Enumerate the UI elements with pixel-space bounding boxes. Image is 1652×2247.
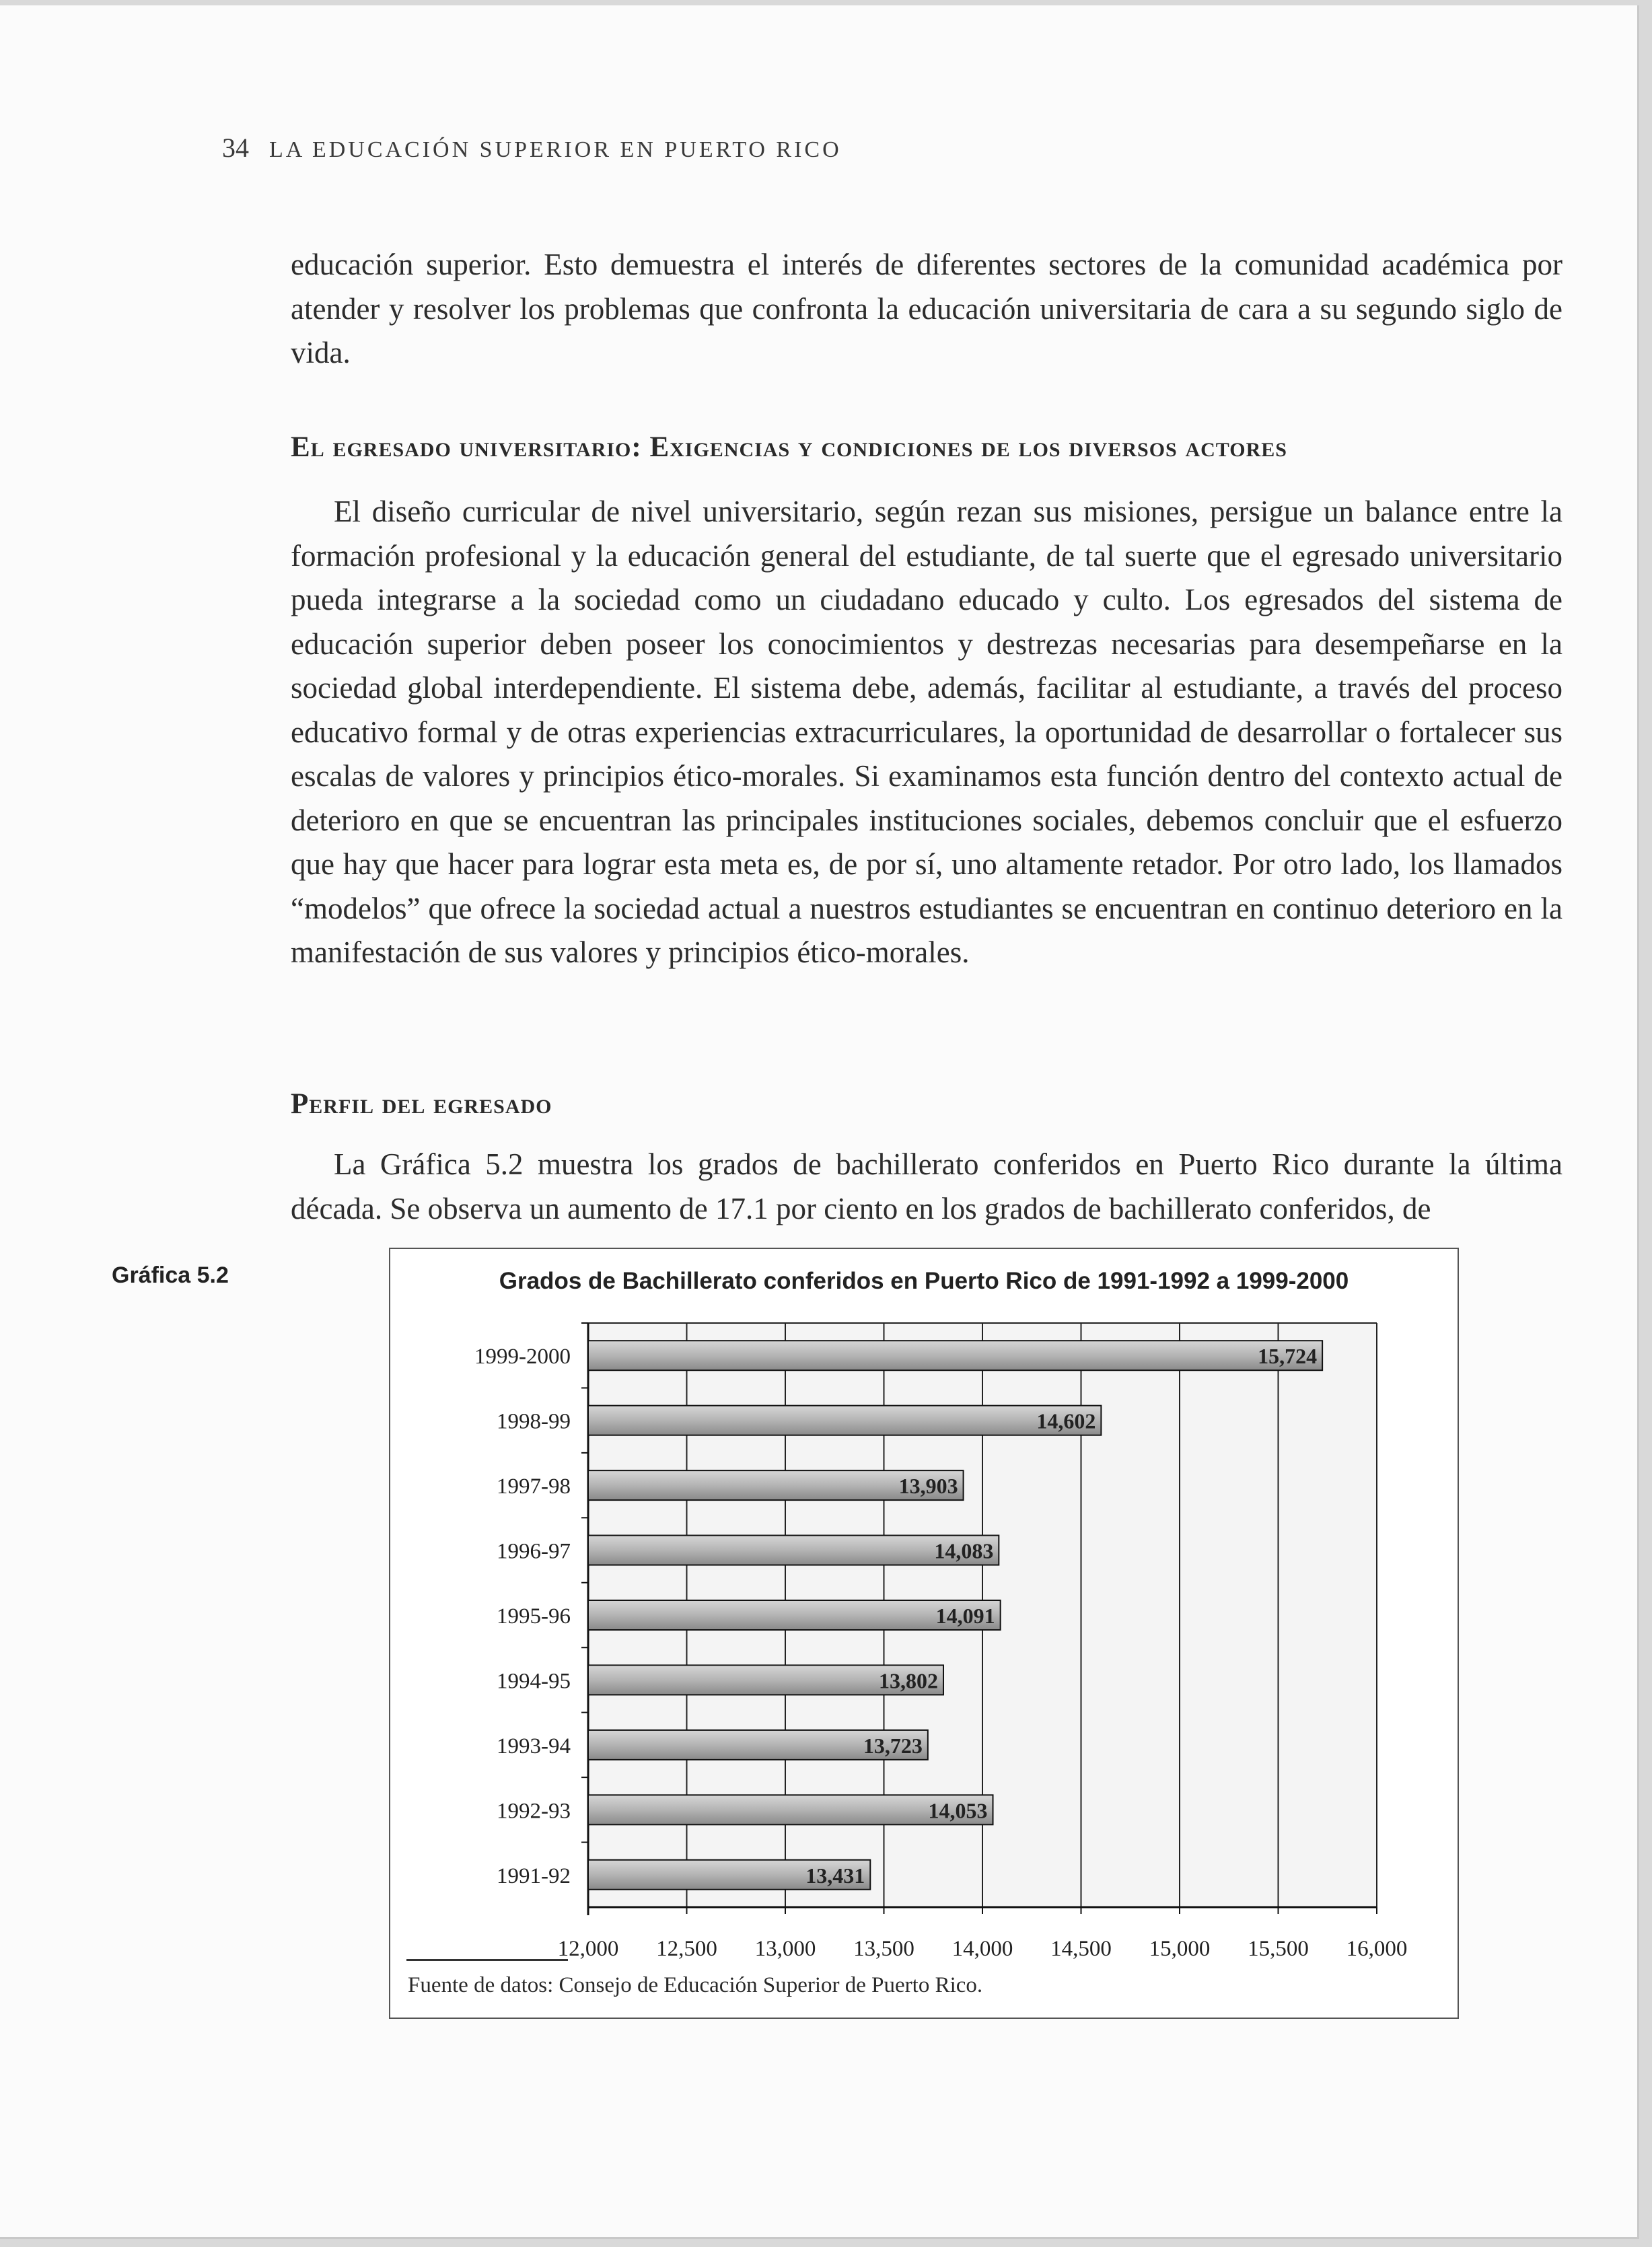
bar-value-label-1: 14,602	[1036, 1408, 1096, 1433]
x-tick-label-0: 12,000	[557, 1937, 619, 1961]
category-label-8: 1991-92	[497, 1863, 571, 1888]
category-label-6: 1993-94	[497, 1734, 571, 1758]
chart-frame	[389, 1248, 1459, 2019]
category-label-0: 1999-2000	[474, 1345, 571, 1369]
chart-title: Grados de Bachillerato conferidos en Puerto Rico de 1991-1992 a 1999-2000	[499, 1268, 1349, 1294]
x-tick-label-4: 14,000	[951, 1937, 1013, 1961]
footnote-rule	[406, 1959, 568, 1961]
paragraph-grafica-intro: La Gráfica 5.2 muestra los grados de bachillerato conferidos en Puerto Rico durante la última década. Se observa un aumento de 17.1 por ciento en los grados de bachillerato conferidos, de	[291, 1147, 1563, 1225]
category-label-3: 1996-97	[497, 1539, 571, 1564]
bar-value-label-7: 14,053	[928, 1798, 988, 1823]
bar-value-label-6: 13,723	[863, 1733, 923, 1758]
chart-source-note: Fuente de datos: Consejo de Educación Superior de Puerto Rico.	[408, 1973, 983, 1997]
section-heading-perfil-egresado: Perfil del egresado	[291, 1088, 552, 1120]
bar-chart	[390, 1249, 1458, 2018]
bar-1	[588, 1406, 1101, 1435]
category-label-2: 1997-98	[497, 1474, 571, 1499]
paragraph-diseno-curricular: El diseño curricular de nivel universitario, según rezan sus misiones, persigue un balance entre la formación profesional y la educación general del estudiante, de tal suerte que el egresado universitario pueda integrarse a la sociedad como un ciudadano educado y culto. Los egresados del sistema de educación superior deben poseer los conocimientos y destrezas necesarias para desempeñarse en la sociedad global interdependiente. El sistema debe, además, facilitar al estudiante, a través del proceso educativo formal y de otras experiencias extracurriculares, la oportunidad de desarrollar o fortalecer sus escalas de valores y principios ético-morales. Si examinamos esta función dentro del contexto actual de deterioro en que se encuentran las principales instituciones sociales, debemos concluir que el esfuerzo que hay que hacer para lograr esta meta es, de por sí, uno altamente retador. Por otro lado, los llamados “modelos” que ofrece la sociedad actual a nuestros estudiantes se encuentran en continuo deterioro en la manifestación de sus valores y principios ético-morales.	[291, 495, 1563, 969]
book-page	[0, 5, 1639, 2239]
bar-value-label-8: 13,431	[805, 1863, 865, 1888]
running-header	[222, 132, 842, 164]
x-tick-label-8: 16,000	[1346, 1937, 1408, 1961]
section-heading-egresado-universitario: El egresado universitario: Exigencias y condiciones de los diversos actores	[291, 431, 1287, 463]
paragraph-intro: educación superior. Esto demuestra el interés de diferentes sectores de la comunidad académica por atender y resolver los problemas que confronta la educación universitaria de cara a su segundo siglo de vida.	[291, 248, 1563, 369]
bar-value-label-0: 15,724	[1258, 1344, 1318, 1369]
bar-value-label-4: 14,091	[935, 1604, 995, 1628]
bar-value-label-2: 13,903	[898, 1474, 958, 1499]
category-label-5: 1994-95	[497, 1669, 571, 1694]
x-tick-label-2: 13,000	[754, 1937, 816, 1961]
bar-value-label-3: 14,083	[934, 1538, 994, 1563]
x-tick-label-5: 14,500	[1050, 1937, 1112, 1961]
category-label-7: 1992-93	[497, 1799, 571, 1824]
page-number: 34	[222, 133, 249, 163]
x-tick-label-1: 12,500	[656, 1937, 717, 1961]
running-title: LA EDUCACIÓN SUPERIOR EN PUERTO RICO	[269, 137, 842, 162]
x-tick-label-6: 15,000	[1149, 1937, 1211, 1961]
category-label-1: 1998-99	[497, 1409, 571, 1434]
bar-value-label-5: 13,802	[878, 1668, 938, 1693]
bar-0	[588, 1341, 1322, 1370]
category-label-4: 1995-96	[497, 1604, 571, 1629]
x-tick-label-7: 15,500	[1248, 1937, 1309, 1961]
figure-label: Gráfica 5.2	[112, 1262, 229, 1288]
x-tick-label-3: 13,500	[853, 1937, 914, 1961]
